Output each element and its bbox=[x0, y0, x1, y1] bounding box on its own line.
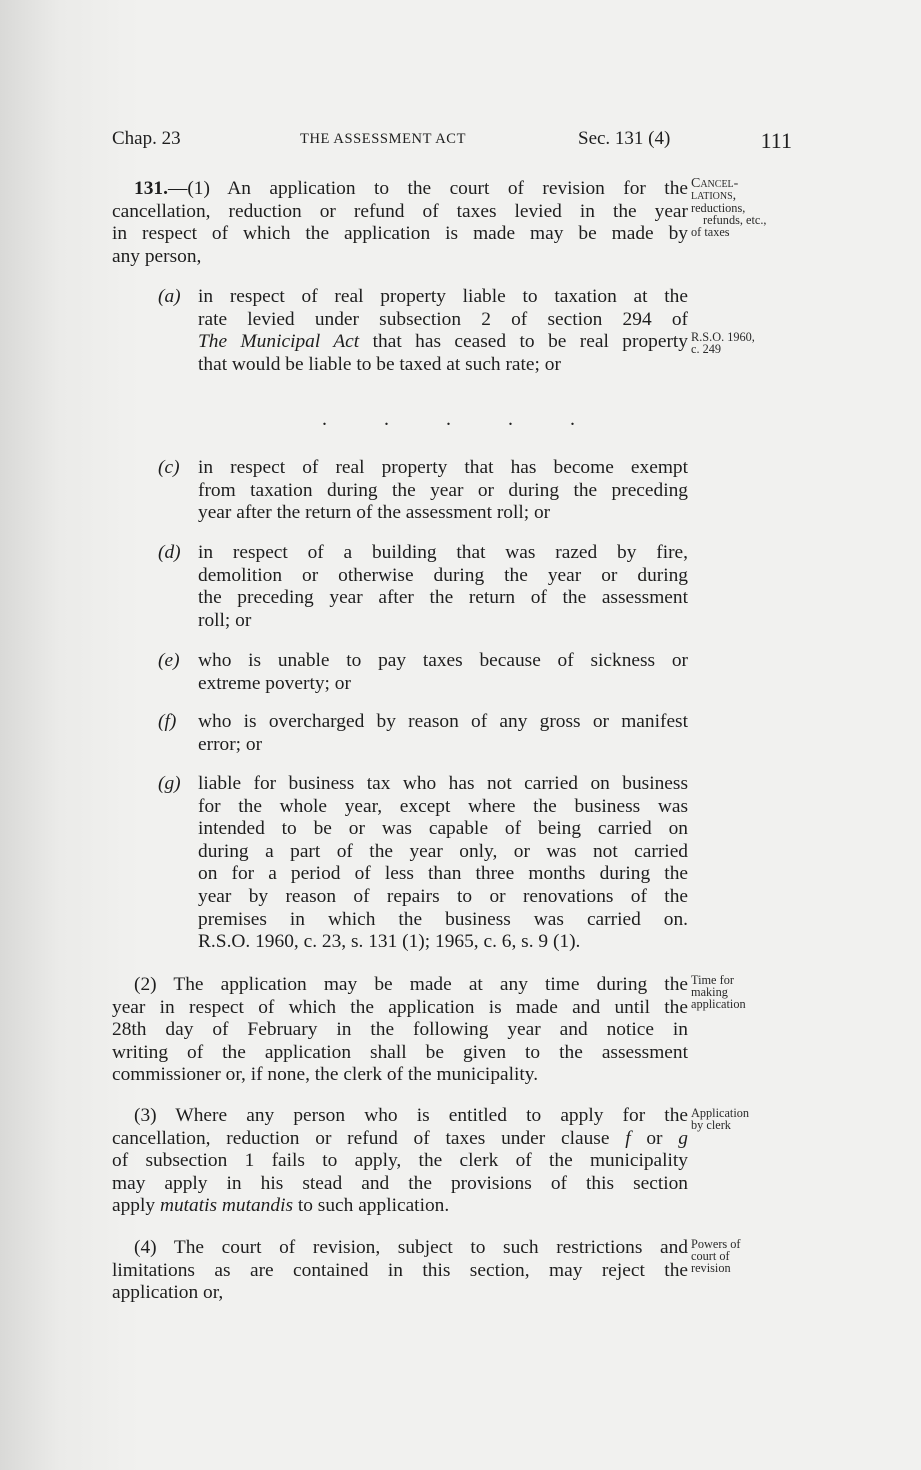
text-line: application or, bbox=[112, 1282, 224, 1304]
subsection-2 bbox=[112, 974, 688, 1087]
text-line: on for a period of less than three months during the bbox=[198, 863, 688, 885]
margin-note-powers: Powers of court of revision bbox=[691, 1237, 741, 1275]
clause-label: (g) bbox=[158, 773, 181, 794]
text-line: the preceding year after the return of the assessment bbox=[198, 587, 688, 609]
section-number: 131. bbox=[134, 178, 168, 199]
text-line: cancellation, reduction or refund of taxes levied in the year bbox=[112, 200, 688, 222]
text-line: commissioner or, if none, the clerk of the municipality. bbox=[112, 1064, 539, 1086]
subsection-1 bbox=[112, 178, 688, 268]
margin-note-time: Time for making application bbox=[691, 973, 746, 1011]
text-line: limitations as are contained in this section, may reject the bbox=[112, 1259, 688, 1281]
text-line: rate levied under subsection 2 of section 294 of bbox=[198, 308, 688, 330]
clause-label: (f) bbox=[158, 711, 177, 732]
text-line: extreme poverty; or bbox=[198, 672, 351, 694]
clause-f bbox=[158, 711, 688, 757]
text-line: of subsection 1 fails to apply, the clerk of the municipality bbox=[112, 1150, 688, 1172]
margin-note-rso: R.S.O. 1960, c. 249 bbox=[691, 330, 755, 356]
text-line: (4) The court of revision, subject to such restrictions and bbox=[134, 1237, 688, 1258]
text-line: who is unable to pay taxes because of sickness or bbox=[198, 650, 688, 671]
clause-e bbox=[158, 650, 688, 696]
text-line: in respect of which the application is made may be made by bbox=[112, 223, 688, 245]
act-title: THE ASSESSMENT ACT bbox=[300, 131, 467, 147]
text-line: that would be liable to be taxed at such rate; or bbox=[198, 353, 561, 375]
margin-note-clerk: Application by clerk bbox=[691, 1106, 750, 1132]
clause-label: (e) bbox=[158, 650, 180, 671]
latin-phrase: mutatis mutandis bbox=[159, 1195, 294, 1217]
act-name: The Municipal Act bbox=[198, 331, 360, 353]
text-line: in respect of a building that was razed by fire, bbox=[198, 542, 688, 563]
omission-ellipsis: . . . . . bbox=[322, 408, 601, 430]
chapter-label: Chap. 23 bbox=[112, 128, 181, 149]
margin-note-cancellations: Cancel- lations, reductions, refunds, etc., of taxes bbox=[691, 176, 767, 239]
clause-g bbox=[158, 773, 688, 957]
text-line: 28th day of February in the following year and notice in bbox=[112, 1019, 688, 1041]
text-line: for the whole year, except where the business was bbox=[198, 795, 688, 817]
text-line: liable for business tax who has not carried on business bbox=[198, 773, 688, 794]
text-line: cancellation, reduction or refund of taxes under clause f or g bbox=[112, 1127, 688, 1149]
text-line: error; or bbox=[198, 733, 263, 755]
text-line: The Municipal Act that has ceased to be real property bbox=[198, 331, 688, 353]
text-line: 131.—(1) An application to the court of revision for the bbox=[134, 178, 688, 199]
clause-label: (a) bbox=[158, 286, 181, 307]
section-label: Sec. 131 (4) bbox=[578, 128, 671, 149]
text-line: year in respect of which the application is made and until the bbox=[112, 996, 688, 1018]
text-line: demolition or otherwise during the year or during bbox=[198, 564, 688, 586]
text-line: writing of the application shall be given to the assessment bbox=[112, 1041, 688, 1063]
clause-label: (d) bbox=[158, 542, 181, 563]
subsection-3 bbox=[112, 1105, 688, 1218]
text-line: intended to be or was capable of being carried on bbox=[198, 818, 688, 840]
page-header bbox=[112, 128, 792, 158]
text-line: from taxation during the year or during the preceding bbox=[198, 479, 688, 501]
text-line: in respect of real property that has become exempt bbox=[198, 457, 688, 478]
text-line: roll; or bbox=[198, 609, 252, 631]
subsection-4 bbox=[112, 1237, 688, 1305]
text-line: any person, bbox=[112, 245, 202, 267]
text-line: in respect of real property liable to taxation at the bbox=[198, 286, 688, 307]
text-line: may apply in his stead and the provisions of this section bbox=[112, 1172, 688, 1194]
text-line: who is overcharged by reason of any gross or manifest bbox=[198, 711, 688, 732]
clause-d bbox=[158, 542, 688, 634]
clause-a bbox=[158, 286, 688, 378]
text-line: (3) Where any person who is entitled to apply for the bbox=[134, 1105, 688, 1126]
text-line: apply mutatis mutandis to such application. bbox=[112, 1195, 450, 1217]
text-line: premises in which the business was carried on. bbox=[198, 908, 688, 930]
citation-line: R.S.O. 1960, c. 23, s. 131 (1); 1965, c. 6, s. 9 (1). bbox=[198, 931, 581, 953]
text-line: year after the return of the assessment roll; or bbox=[198, 502, 551, 524]
clause-label: (c) bbox=[158, 457, 180, 478]
text-line: during a part of the year only, or was not carried bbox=[198, 840, 688, 862]
clause-c bbox=[158, 457, 688, 525]
page-number: 111 bbox=[760, 128, 792, 153]
text-line: (2) The application may be made at any time during the bbox=[134, 974, 688, 995]
text-line: year by reason of repairs to or renovations of the bbox=[198, 885, 688, 907]
